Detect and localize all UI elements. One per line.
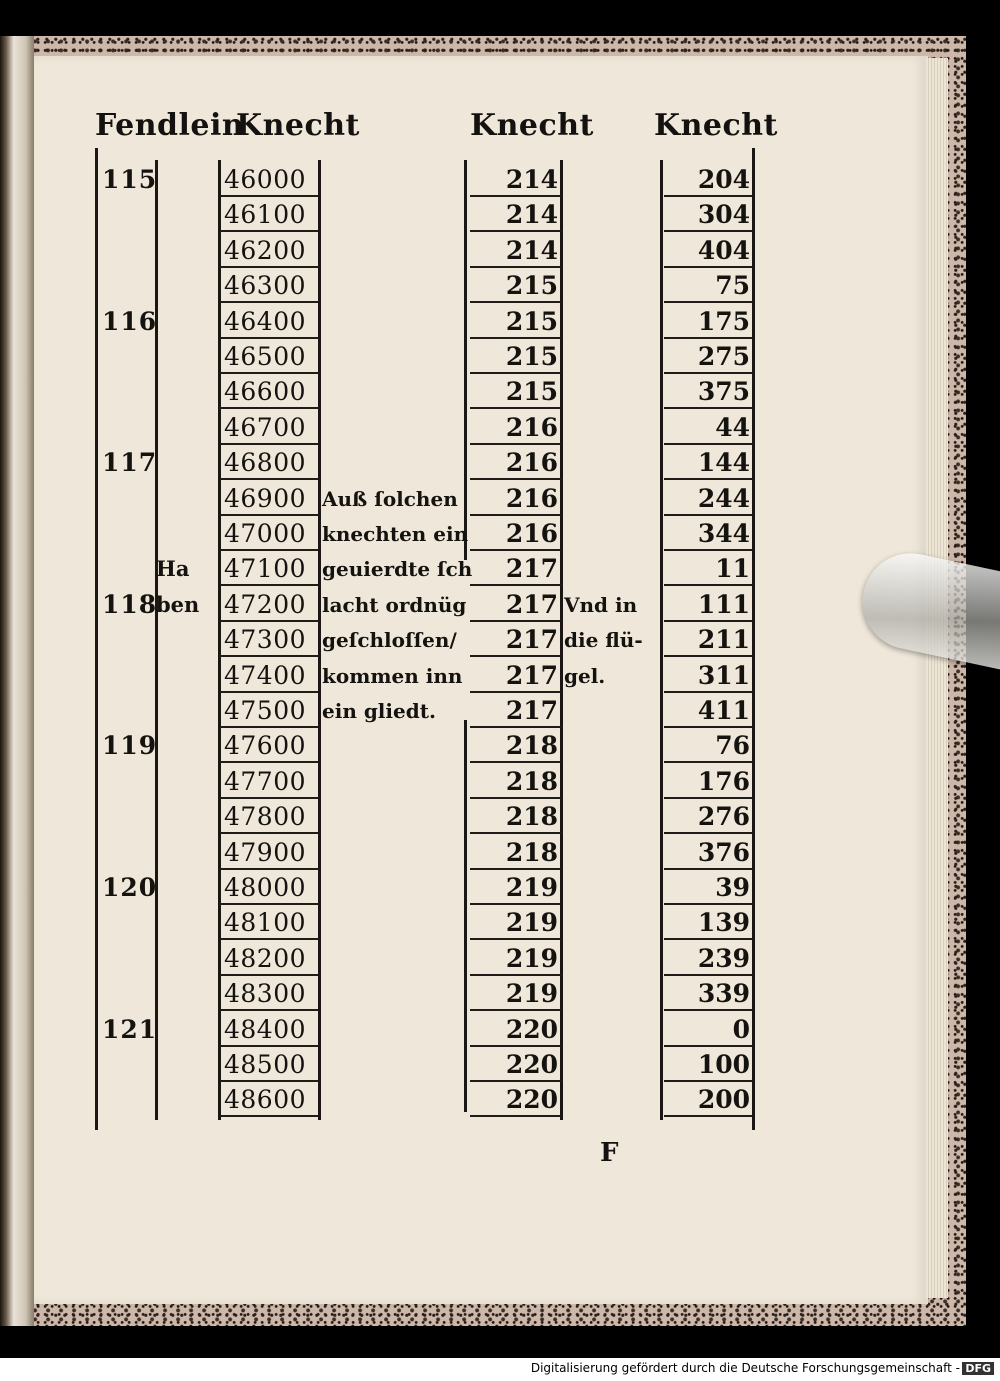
- cell-k3: 100: [697, 1050, 750, 1079]
- cell-k2: 219: [505, 979, 558, 1009]
- table-row: [0, 233, 1000, 269]
- table-row: [0, 374, 1000, 410]
- cell-k1: 47500: [224, 696, 307, 725]
- header-knecht-1: Knecht: [236, 108, 360, 143]
- cell-k1: 46800: [224, 448, 307, 478]
- signature-mark: F: [600, 1138, 619, 1168]
- cell-k2: 218: [505, 802, 558, 832]
- table-row: [0, 516, 1000, 552]
- cell-k3: 239: [697, 943, 750, 973]
- cell-k2: 215: [505, 271, 558, 301]
- cell-k3: 0: [732, 1014, 750, 1044]
- cell-k3: 76: [715, 731, 750, 761]
- table-row: [0, 445, 1000, 481]
- cell-k2: 216: [505, 448, 558, 478]
- table-row: [0, 1082, 1000, 1118]
- cell-k3: 275: [697, 342, 750, 371]
- cell-k2: 216: [505, 412, 558, 442]
- cell-txt: geſchloſſen/: [322, 628, 457, 653]
- table-row: [0, 587, 1000, 623]
- cell-k1: 47900: [224, 837, 307, 867]
- row-rule: [664, 1115, 752, 1117]
- cell-k2: 219: [505, 873, 558, 902]
- cell-k2: 214: [505, 165, 558, 194]
- cell-k2: 218: [505, 731, 558, 761]
- cell-k2: 215: [505, 306, 558, 336]
- cell-txt: kommen inn: [322, 663, 463, 688]
- cell-k1: 46600: [224, 377, 307, 407]
- table-row: [0, 693, 1000, 729]
- table-row: [0, 728, 1000, 764]
- cell-k3: 344: [697, 519, 750, 548]
- header-fendlein: Fendlein: [95, 108, 245, 143]
- cell-k3: 139: [697, 908, 750, 938]
- cell-k2: 218: [505, 766, 558, 796]
- table-row: [0, 1012, 1000, 1048]
- cell-k1: 46900: [224, 483, 307, 513]
- cell-txt2: gel.: [564, 663, 606, 688]
- cell-k1: 46200: [224, 235, 307, 265]
- cell-k3: 304: [697, 200, 750, 230]
- cell-k3: 111: [697, 589, 750, 619]
- cell-k1: 46000: [224, 165, 307, 194]
- cell-k1: 47800: [224, 802, 307, 832]
- table-row: [0, 799, 1000, 835]
- cell-k3: 175: [697, 306, 750, 336]
- row-rule: [470, 1115, 562, 1117]
- table-row: [0, 339, 1000, 375]
- cell-k3: 339: [697, 979, 750, 1009]
- cell-k2: 217: [505, 589, 558, 619]
- cell-k1: 48100: [224, 908, 307, 938]
- cell-k3: 44: [715, 412, 750, 442]
- dfg-logo: DFG: [962, 1362, 994, 1375]
- cell-k2: 216: [505, 519, 558, 548]
- cell-txt2: Vnd in: [564, 592, 638, 617]
- row-rule: [220, 1115, 318, 1117]
- cell-k3: 211: [697, 625, 750, 655]
- table-row: [0, 162, 1000, 198]
- cell-k1: 48500: [224, 1050, 307, 1079]
- cell-k1: 48400: [224, 1014, 307, 1044]
- cell-txt: ein gliedt.: [322, 699, 436, 723]
- cell-txt2: die flü-: [564, 628, 643, 653]
- cell-k1: 46500: [224, 342, 307, 371]
- cell-k2: 220: [505, 1014, 558, 1044]
- cell-k2: 214: [505, 235, 558, 265]
- cell-k1: 47600: [224, 731, 307, 761]
- cell-k2: 217: [505, 696, 558, 725]
- cell-k2: 215: [505, 342, 558, 371]
- header-knecht-2: Knecht: [470, 108, 594, 143]
- table-row: [0, 1047, 1000, 1083]
- cell-k1: 46400: [224, 306, 307, 336]
- cell-fend: 120: [102, 873, 158, 902]
- cell-k2: 216: [505, 483, 558, 513]
- cell-txt: knechten ein: [322, 522, 469, 546]
- table-row: [0, 905, 1000, 941]
- cell-k3: 404: [697, 235, 750, 265]
- cell-k2: 219: [505, 908, 558, 938]
- cell-k3: 176: [697, 766, 750, 796]
- cell-k2: 220: [505, 1085, 558, 1115]
- table-row: [0, 941, 1000, 977]
- table-row: [0, 410, 1000, 446]
- cell-k1: 47000: [224, 519, 307, 548]
- table-row: [0, 197, 1000, 233]
- cell-fend: 119: [102, 731, 158, 761]
- table-row: [0, 481, 1000, 517]
- cell-k1: 48200: [224, 943, 307, 973]
- cell-hab: Ha: [156, 556, 190, 582]
- cell-txt: Auß ſolchen: [322, 486, 458, 511]
- cell-k1: 48000: [224, 873, 307, 902]
- cell-k1: 47400: [224, 660, 307, 690]
- cell-k3: 11: [715, 554, 750, 584]
- cell-k2: 217: [505, 660, 558, 690]
- cell-k2: 220: [505, 1050, 558, 1079]
- table-row: [0, 764, 1000, 800]
- cell-k1: 48300: [224, 979, 307, 1009]
- cell-k3: 411: [697, 696, 750, 725]
- table-row: [0, 870, 1000, 906]
- table-row: [0, 976, 1000, 1012]
- table-row: [0, 551, 1000, 587]
- table-row: [0, 268, 1000, 304]
- table-row: [0, 622, 1000, 658]
- cell-fend: 121: [102, 1014, 158, 1044]
- cell-k3: 276: [697, 802, 750, 832]
- cell-k1: 47200: [224, 589, 307, 619]
- table-row: [0, 835, 1000, 871]
- cell-k2: 214: [505, 200, 558, 230]
- cell-k3: 375: [697, 377, 750, 407]
- cell-k2: 219: [505, 943, 558, 973]
- cell-k1: 46700: [224, 412, 307, 442]
- cell-k3: 244: [697, 483, 750, 513]
- cell-fend: 115: [102, 165, 158, 194]
- cell-k3: 144: [697, 448, 750, 478]
- cell-fend: 117: [102, 448, 158, 478]
- cell-fend: 118: [102, 589, 158, 619]
- cell-k2: 218: [505, 837, 558, 867]
- cell-k1: 47700: [224, 766, 307, 796]
- cell-k3: 39: [715, 873, 750, 902]
- table-row: [0, 658, 1000, 694]
- cell-txt: lacht ordnüg: [322, 592, 467, 617]
- cell-k3: 75: [715, 271, 750, 301]
- cell-k3: 200: [697, 1085, 750, 1115]
- cell-k3: 376: [697, 837, 750, 867]
- cell-k1: 47300: [224, 625, 307, 655]
- cell-k1: 46300: [224, 271, 307, 301]
- cell-txt: geuierdte ſch: [322, 557, 473, 582]
- cell-k2: 215: [505, 377, 558, 407]
- footer-credit: Digitalisierung gefördert durch die Deutsche Forschungsgemeinschaft -: [530, 1361, 960, 1375]
- cell-k2: 217: [505, 554, 558, 584]
- footer-bar: [0, 1358, 1000, 1381]
- cell-k1: 48600: [224, 1085, 307, 1115]
- cell-k1: 46100: [224, 200, 307, 230]
- cell-hab: ben: [156, 591, 200, 617]
- cell-k3: 311: [697, 660, 750, 690]
- cell-k3: 204: [697, 165, 750, 194]
- header-knecht-3: Knecht: [654, 108, 778, 143]
- cell-fend: 116: [102, 306, 158, 336]
- cell-k2: 217: [505, 625, 558, 655]
- table-row: [0, 304, 1000, 340]
- cell-k1: 47100: [224, 554, 307, 584]
